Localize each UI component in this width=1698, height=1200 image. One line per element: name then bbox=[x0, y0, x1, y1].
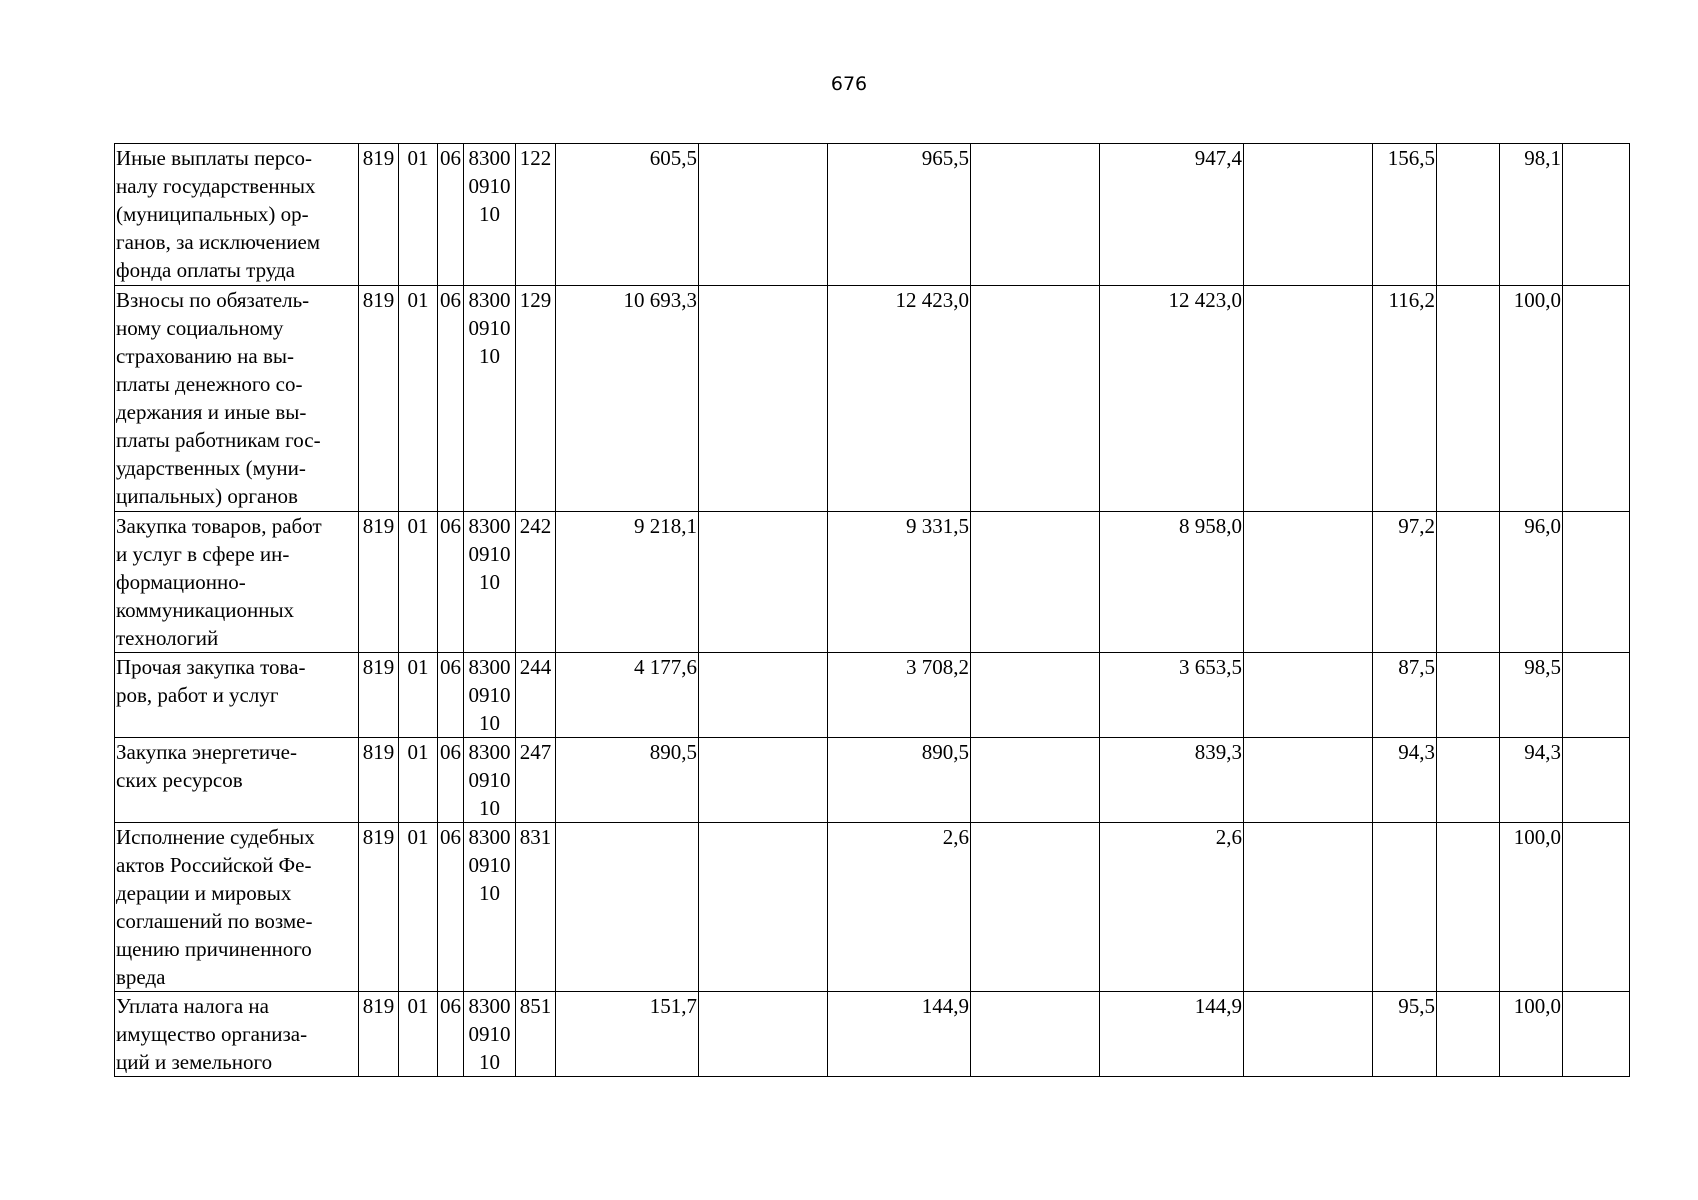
row-empty-cell bbox=[971, 653, 1100, 738]
row-empty-cell bbox=[1563, 992, 1630, 1077]
row-empty-cell bbox=[1437, 738, 1500, 823]
row-empty-cell bbox=[1244, 286, 1373, 512]
row-percent-2: 96,0 bbox=[1500, 512, 1563, 653]
row-vr: 129 bbox=[516, 286, 556, 512]
row-csr: 8300 0910 10 bbox=[464, 823, 516, 992]
row-rz: 01 bbox=[399, 144, 438, 286]
row-value-1: 10 693,3 bbox=[556, 286, 699, 512]
row-rz: 01 bbox=[399, 992, 438, 1077]
page-number: 676 bbox=[830, 73, 868, 95]
row-empty-cell bbox=[699, 738, 828, 823]
row-value-2: 144,9 bbox=[828, 992, 971, 1077]
row-value-3: 2,6 bbox=[1100, 823, 1244, 992]
row-percent-1: 97,2 bbox=[1373, 512, 1437, 653]
row-ved: 819 bbox=[359, 286, 399, 512]
row-rz: 01 bbox=[399, 738, 438, 823]
row-csr: 8300 0910 10 bbox=[464, 144, 516, 286]
row-pr: 06 bbox=[438, 823, 464, 992]
row-value-3: 3 653,5 bbox=[1100, 653, 1244, 738]
row-empty-cell bbox=[1437, 823, 1500, 992]
row-empty-cell bbox=[699, 823, 828, 992]
budget-table bbox=[114, 143, 1630, 1077]
row-vr: 247 bbox=[516, 738, 556, 823]
row-empty-cell bbox=[1244, 738, 1373, 823]
row-value-1: 151,7 bbox=[556, 992, 699, 1077]
row-empty-cell bbox=[971, 738, 1100, 823]
row-value-1: 9 218,1 bbox=[556, 512, 699, 653]
row-empty-cell bbox=[699, 286, 828, 512]
row-vr: 244 bbox=[516, 653, 556, 738]
row-percent-1: 156,5 bbox=[1373, 144, 1437, 286]
row-empty-cell bbox=[1244, 823, 1373, 992]
row-value-1: 4 177,6 bbox=[556, 653, 699, 738]
row-rz: 01 bbox=[399, 823, 438, 992]
row-empty-cell bbox=[1563, 144, 1630, 286]
row-percent-1: 94,3 bbox=[1373, 738, 1437, 823]
row-pr: 06 bbox=[438, 992, 464, 1077]
row-value-3: 8 958,0 bbox=[1100, 512, 1244, 653]
row-percent-2: 100,0 bbox=[1500, 992, 1563, 1077]
row-name: Исполнение судебных актов Российской Фе- дерации и мировых соглашений по возме- щению причиненного вреда bbox=[115, 823, 359, 992]
row-empty-cell bbox=[971, 144, 1100, 286]
row-value-3: 12 423,0 bbox=[1100, 286, 1244, 512]
row-csr: 8300 0910 10 bbox=[464, 653, 516, 738]
table-row bbox=[115, 286, 1630, 512]
row-pr: 06 bbox=[438, 286, 464, 512]
row-empty-cell bbox=[971, 992, 1100, 1077]
table-row bbox=[115, 653, 1630, 738]
row-percent-2: 98,5 bbox=[1500, 653, 1563, 738]
row-ved: 819 bbox=[359, 823, 399, 992]
row-percent-1: 95,5 bbox=[1373, 992, 1437, 1077]
row-name: Иные выплаты персо- налу государственных (муниципальных) ор- ганов, за исключением фонда оплаты труда bbox=[115, 144, 359, 286]
row-empty-cell bbox=[971, 286, 1100, 512]
row-value-2: 2,6 bbox=[828, 823, 971, 992]
row-value-2: 3 708,2 bbox=[828, 653, 971, 738]
row-pr: 06 bbox=[438, 738, 464, 823]
row-empty-cell bbox=[1244, 512, 1373, 653]
row-empty-cell bbox=[1563, 738, 1630, 823]
row-pr: 06 bbox=[438, 144, 464, 286]
row-name: Взносы по обязатель- ному социальному страхованию на вы- платы денежного со- держания и иные вы- платы работникам гос- ударственных (муни- ципальных) органов bbox=[115, 286, 359, 512]
row-percent-1 bbox=[1373, 823, 1437, 992]
table-row bbox=[115, 738, 1630, 823]
row-value-2: 9 331,5 bbox=[828, 512, 971, 653]
row-empty-cell bbox=[699, 653, 828, 738]
row-value-1: 605,5 bbox=[556, 144, 699, 286]
row-ved: 819 bbox=[359, 738, 399, 823]
row-empty-cell bbox=[1244, 144, 1373, 286]
row-value-2: 890,5 bbox=[828, 738, 971, 823]
row-pr: 06 bbox=[438, 653, 464, 738]
row-ved: 819 bbox=[359, 992, 399, 1077]
row-percent-2: 100,0 bbox=[1500, 286, 1563, 512]
row-csr: 8300 0910 10 bbox=[464, 992, 516, 1077]
row-rz: 01 bbox=[399, 512, 438, 653]
row-ved: 819 bbox=[359, 144, 399, 286]
row-percent-1: 87,5 bbox=[1373, 653, 1437, 738]
row-empty-cell bbox=[1437, 512, 1500, 653]
row-csr: 8300 0910 10 bbox=[464, 286, 516, 512]
row-name: Уплата налога на имущество организа- ций и земельного bbox=[115, 992, 359, 1077]
row-rz: 01 bbox=[399, 653, 438, 738]
table-row bbox=[115, 144, 1630, 286]
row-percent-2: 94,3 bbox=[1500, 738, 1563, 823]
row-vr: 122 bbox=[516, 144, 556, 286]
row-csr: 8300 0910 10 bbox=[464, 738, 516, 823]
table-row bbox=[115, 823, 1630, 992]
row-percent-2: 98,1 bbox=[1500, 144, 1563, 286]
row-empty-cell bbox=[1437, 144, 1500, 286]
row-ved: 819 bbox=[359, 512, 399, 653]
row-empty-cell bbox=[971, 823, 1100, 992]
row-empty-cell bbox=[1563, 653, 1630, 738]
row-value-2: 965,5 bbox=[828, 144, 971, 286]
row-percent-2: 100,0 bbox=[1500, 823, 1563, 992]
row-empty-cell bbox=[1437, 286, 1500, 512]
table-row bbox=[115, 992, 1630, 1077]
row-empty-cell bbox=[1437, 653, 1500, 738]
row-value-1 bbox=[556, 823, 699, 992]
row-empty-cell bbox=[699, 512, 828, 653]
table-row bbox=[115, 512, 1630, 653]
row-pr: 06 bbox=[438, 512, 464, 653]
row-percent-1: 116,2 bbox=[1373, 286, 1437, 512]
row-name: Закупка энергетиче- ских ресурсов bbox=[115, 738, 359, 823]
row-empty-cell bbox=[699, 144, 828, 286]
row-empty-cell bbox=[1563, 512, 1630, 653]
row-value-3: 144,9 bbox=[1100, 992, 1244, 1077]
row-vr: 851 bbox=[516, 992, 556, 1077]
row-vr: 242 bbox=[516, 512, 556, 653]
row-vr: 831 bbox=[516, 823, 556, 992]
row-name: Закупка товаров, работ и услуг в сфере ин- формационно- коммуникационных технологий bbox=[115, 512, 359, 653]
row-empty-cell bbox=[1563, 286, 1630, 512]
row-ved: 819 bbox=[359, 653, 399, 738]
row-empty-cell bbox=[971, 512, 1100, 653]
row-empty-cell bbox=[1563, 823, 1630, 992]
row-value-3: 839,3 bbox=[1100, 738, 1244, 823]
row-csr: 8300 0910 10 bbox=[464, 512, 516, 653]
row-value-3: 947,4 bbox=[1100, 144, 1244, 286]
row-empty-cell bbox=[1437, 992, 1500, 1077]
row-name: Прочая закупка това- ров, работ и услуг bbox=[115, 653, 359, 738]
row-empty-cell bbox=[699, 992, 828, 1077]
row-empty-cell bbox=[1244, 653, 1373, 738]
row-rz: 01 bbox=[399, 286, 438, 512]
row-empty-cell bbox=[1244, 992, 1373, 1077]
row-value-2: 12 423,0 bbox=[828, 286, 971, 512]
row-value-1: 890,5 bbox=[556, 738, 699, 823]
